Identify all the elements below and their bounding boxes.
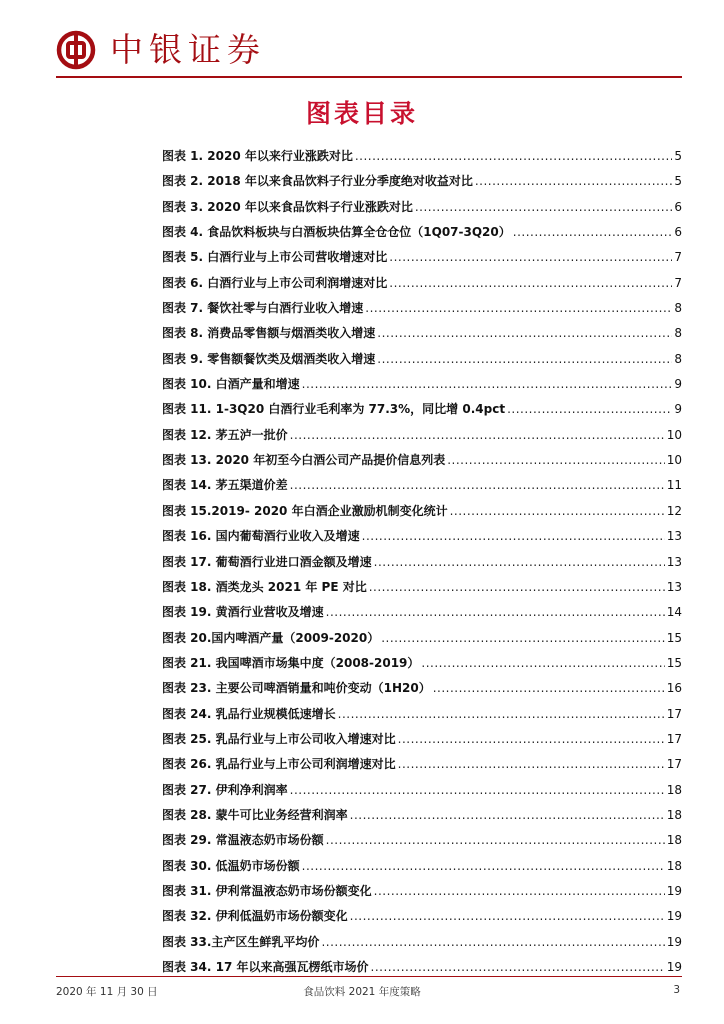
toc-entry-label: 图表 14. 茅五渠道价差 (162, 478, 288, 493)
toc-dot-leader (290, 778, 665, 803)
toc-dot-leader (374, 550, 665, 575)
toc-entry-page: 13 (666, 529, 682, 544)
toc-entry-page: 13 (666, 579, 682, 594)
toc-entry-label: 图表 34. 17 年以来高强瓦楞纸市场价 (162, 960, 369, 974)
footer-date: 2020 年 11 月 30 日 (56, 986, 158, 998)
toc-entry[interactable] (162, 245, 682, 270)
toc-entry[interactable] (162, 195, 682, 220)
bank-of-china-logo-icon (56, 30, 96, 70)
toc-dot-leader (421, 651, 664, 676)
toc-entry-page: 6 (674, 199, 682, 214)
toc-entry-label: 图表 30. 低温奶市场份额 (162, 858, 300, 873)
toc-dot-leader (365, 296, 672, 321)
toc-entry[interactable] (162, 347, 682, 372)
toc-entry[interactable] (162, 169, 682, 194)
toc-entry-page: 12 (666, 503, 682, 518)
toc-entry-page: 5 (674, 174, 682, 189)
toc-entry-label: 图表 21. 我国啤酒市场集中度（2008-2019） (162, 655, 420, 670)
toc-entry-label: 图表 3. 2020 年以来食品饮料子行业涨跌对比 (162, 199, 413, 214)
toc-dot-leader (369, 575, 665, 600)
toc-entry-page: 14 (666, 605, 682, 620)
toc-entry-label: 图表 7. 餐饮社零与白酒行业收入增速 (162, 301, 364, 316)
toc-entry-label: 图表 25. 乳品行业与上市公司收入增速对比 (162, 731, 396, 746)
toc-entry[interactable] (162, 854, 682, 879)
toc-entry[interactable] (162, 220, 682, 245)
toc-dot-leader (450, 499, 665, 524)
toc-entry-page: 8 (674, 351, 682, 366)
footer-page-number: 3 (673, 984, 680, 996)
toc-entry-page: 19 (666, 883, 682, 898)
toc-entry[interactable] (162, 575, 682, 600)
toc-entry-page: 17 (666, 757, 682, 772)
toc-entry-page: 10 (666, 427, 682, 442)
toc-dot-leader (398, 752, 665, 777)
toc-entry[interactable] (162, 904, 682, 929)
toc-entry-label: 图表 2. 2018 年以来食品饮料子行业分季度绝对收益对比 (162, 174, 473, 189)
toc-entry-label: 图表 28. 蒙牛可比业务经营利润率 (162, 807, 348, 822)
toc-dot-leader (374, 879, 665, 904)
toc-entry[interactable] (162, 778, 682, 803)
toc-dot-leader (355, 144, 673, 169)
toc-title: 图表目录 (305, 99, 418, 128)
toc-entry[interactable] (162, 448, 682, 473)
toc-entry-page: 17 (666, 706, 682, 721)
toc-entry-page: 11 (666, 478, 682, 493)
toc-entry[interactable] (162, 626, 682, 651)
toc-entry-label: 图表 29. 常温液态奶市场份额 (162, 833, 324, 848)
toc-dot-leader (433, 676, 665, 701)
toc-entry-page: 15 (666, 655, 682, 670)
toc-entry[interactable] (162, 930, 682, 955)
toc-entry-page: 6 (674, 225, 682, 240)
toc-dot-leader (507, 397, 672, 422)
header-divider (56, 76, 682, 78)
toc-entry-label: 图表 13. 2020 年初至今白酒公司产品提价信息列表 (162, 453, 446, 468)
toc-entry[interactable] (162, 321, 682, 346)
toc-entry-label: 图表 33.主产区生鲜乳平均价 (162, 934, 320, 949)
toc-dot-leader (389, 271, 672, 296)
toc-entry-page: 19 (666, 934, 682, 949)
toc-entry-label: 图表 27. 伊利净利润率 (162, 782, 288, 797)
toc-entry-label: 图表 8. 消费品零售额与烟酒类收入增速 (162, 326, 376, 341)
toc-entry[interactable] (162, 524, 682, 549)
toc-dot-leader (290, 473, 665, 498)
toc-dot-leader (447, 448, 665, 473)
toc-entry-page: 18 (666, 782, 682, 797)
toc-entry-label: 图表 4. 食品饮料板块与白酒板块估算全仓仓位（1Q07-3Q20） (162, 225, 511, 240)
toc-dot-leader (338, 702, 665, 727)
toc-dot-leader (326, 600, 665, 625)
toc-entry-label: 图表 12. 茅五泸一批价 (162, 427, 288, 442)
toc-entry-label: 图表 23. 主要公司啤酒销量和吨价变动（1H20） (162, 681, 431, 696)
toc-entry-label: 图表 1. 2020 年以来行业涨跌对比 (162, 149, 353, 163)
toc-entry-label: 图表 15.2019- 2020 年白酒企业激励机制变化统计 (162, 503, 448, 518)
toc-entry[interactable] (162, 676, 682, 701)
toc-dot-leader (389, 245, 672, 270)
toc-entry[interactable] (162, 651, 682, 676)
toc-entry-page: 18 (666, 833, 682, 848)
brand-name: 中银证券 (110, 30, 266, 69)
toc-entry-page: 5 (674, 149, 682, 163)
toc-entry[interactable] (162, 473, 682, 498)
toc-entry-page: 7 (674, 250, 682, 265)
toc-entry-label: 图表 11. 1-3Q20 白酒行业毛利率为 77.3%，同比增 0.4pct (162, 402, 506, 417)
toc-dot-leader (326, 828, 665, 853)
toc-entry-label: 图表 6. 白酒行业与上市公司利润增速对比 (162, 275, 388, 290)
toc-entry-page: 8 (674, 326, 682, 341)
toc-entry[interactable] (162, 550, 682, 575)
toc-dot-leader (398, 727, 665, 752)
toc-entry-page: 18 (666, 807, 682, 822)
toc-entry[interactable] (162, 372, 682, 397)
toc-entry-label: 图表 10. 白酒产量和增速 (162, 377, 300, 392)
toc-entry-label: 图表 26. 乳品行业与上市公司利润增速对比 (162, 757, 396, 772)
footer-divider (56, 976, 682, 977)
toc-entry[interactable] (162, 828, 682, 853)
toc-entry[interactable] (162, 727, 682, 752)
toc-entry-page: 15 (666, 630, 682, 645)
toc-entry-label: 图表 24. 乳品行业规模低速增长 (162, 706, 336, 721)
toc-dot-leader (350, 803, 665, 828)
toc-dot-leader (362, 524, 665, 549)
toc-entry[interactable] (162, 296, 682, 321)
toc-entry-label: 图表 32. 伊利低温奶市场份额变化 (162, 909, 348, 924)
toc-entry-label: 图表 5. 白酒行业与上市公司营收增速对比 (162, 250, 388, 265)
toc-dot-leader (350, 904, 665, 929)
toc-entry-page: 13 (666, 554, 682, 569)
toc-entry[interactable] (162, 499, 682, 524)
toc-entry-label: 图表 19. 黄酒行业营收及增速 (162, 605, 324, 620)
toc-entry-label: 图表 20.国内啤酒产量（2009-2020） (162, 630, 380, 645)
toc-entry-page: 16 (666, 681, 682, 696)
toc-entry-page: 18 (666, 858, 682, 873)
toc-entry-page: 9 (674, 402, 682, 417)
toc-entry-page: 8 (674, 301, 682, 316)
toc-dot-leader (302, 372, 673, 397)
toc-entry-label: 图表 16. 国内葡萄酒行业收入及增速 (162, 529, 360, 544)
toc-dot-leader (290, 423, 665, 448)
toc-entry-label: 图表 9. 零售额餐饮类及烟酒类收入增速 (162, 351, 376, 366)
toc-dot-leader (377, 321, 672, 346)
toc-entry-page: 10 (666, 453, 682, 468)
toc-entry[interactable] (162, 423, 682, 448)
toc-entry[interactable] (162, 397, 682, 422)
toc-entry-label: 图表 18. 酒类龙头 2021 年 PE 对比 (162, 579, 367, 594)
toc-entry[interactable] (162, 144, 682, 169)
toc-entry[interactable] (162, 271, 682, 296)
toc-entry-page: 7 (674, 275, 682, 290)
table-of-figures (162, 144, 682, 980)
toc-entry-page: 17 (666, 731, 682, 746)
toc-dot-leader (321, 930, 664, 955)
page-header (56, 28, 668, 72)
toc-dot-leader (381, 626, 665, 651)
toc-dot-leader (415, 195, 673, 220)
footer-report-title: 食品饮料 2021 年度策略 (303, 986, 421, 998)
toc-entry-page: 19 (666, 909, 682, 924)
toc-entry[interactable] (162, 879, 682, 904)
toc-entry[interactable] (162, 702, 682, 727)
toc-entry-page: 19 (666, 960, 682, 974)
toc-dot-leader (475, 169, 673, 194)
toc-entry[interactable] (162, 752, 682, 777)
toc-entry[interactable] (162, 803, 682, 828)
toc-dot-leader (377, 347, 672, 372)
toc-dot-leader (513, 220, 673, 245)
toc-entry[interactable] (162, 600, 682, 625)
toc-entry-page: 9 (674, 377, 682, 392)
toc-entry-label: 图表 17. 葡萄酒行业进口酒金额及增速 (162, 554, 372, 569)
toc-entry-label: 图表 31. 伊利常温液态奶市场份额变化 (162, 883, 372, 898)
toc-dot-leader (302, 854, 665, 879)
